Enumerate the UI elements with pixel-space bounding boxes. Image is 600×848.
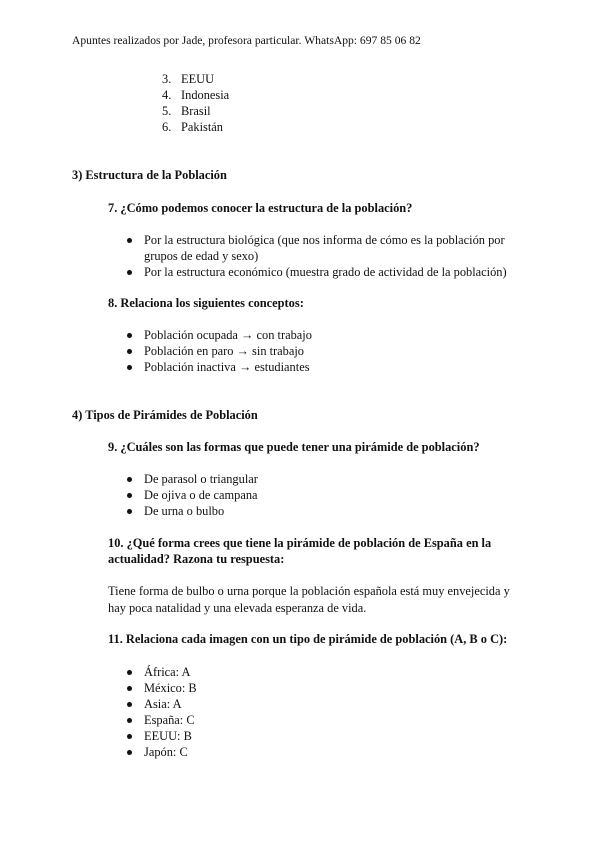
question-9-title: 9. ¿Cuáles son las formas que puede tener una pirámide de población? — [108, 440, 480, 454]
list-item: Asia: A — [126, 696, 197, 712]
question-10-answer: Tiene forma de bulbo o urna porque la población española está muy envejecida y hay poca natalidad y una elevada esperanza de vida. — [108, 584, 510, 615]
question-7-answers — [126, 232, 526, 280]
list-item — [162, 119, 229, 135]
list-item — [162, 71, 229, 87]
question-11-title: 11. Relaciona cada imagen con un tipo de pirámide de población (A, B o C): — [108, 632, 508, 646]
list-item: De ojiva o de campana — [126, 487, 258, 503]
list-item: EEUU: B — [126, 728, 197, 744]
list-item: Por la estructura biológica (que nos informa de cómo es la población por grupos de edad y sexo) — [126, 232, 526, 264]
list-text: EEUU — [181, 72, 215, 86]
list-item: De parasol o triangular — [126, 471, 258, 487]
list-item — [162, 103, 229, 119]
list-item — [162, 87, 229, 103]
list-number: 6. — [162, 120, 172, 134]
question-9-answers — [126, 471, 258, 519]
list-item: África: A — [126, 664, 197, 680]
country-ranking-list — [162, 71, 229, 135]
list-text: Indonesia — [181, 88, 230, 102]
list-number: 5. — [162, 104, 172, 118]
list-item: España: C — [126, 712, 197, 728]
list-item: Japón: C — [126, 744, 197, 760]
question-7-title: 7. ¿Cómo podemos conocer la estructura de la población? — [108, 201, 413, 215]
question-8-title: 8. Relaciona los siguientes conceptos: — [108, 296, 304, 310]
section-3-title: 3) Estructura de la Población — [72, 168, 227, 182]
list-number: 4. — [162, 88, 172, 102]
list-text: Brasil — [181, 104, 211, 118]
list-item: Por la estructura económico (muestra grado de actividad de la población) — [126, 264, 526, 280]
question-10-title: 10. ¿Qué forma crees que tiene la pirámide de población de España en la actualidad? Razona tu respuesta: — [108, 536, 492, 566]
question-8-answers — [126, 327, 312, 375]
section-4-title: 4) Tipos de Pirámides de Población — [72, 408, 258, 422]
page-header: Apuntes realizados por Jade, profesora particular. WhatsApp: 697 85 06 82 — [72, 34, 421, 47]
list-item: De urna o bulbo — [126, 503, 258, 519]
list-number: 3. — [162, 72, 172, 86]
list-item: México: B — [126, 680, 197, 696]
list-item: Población en paro → sin trabajo — [126, 343, 312, 359]
list-item: Población ocupada → con trabajo — [126, 327, 312, 343]
question-11-answers — [126, 664, 197, 760]
list-text: Pakistán — [181, 120, 223, 134]
list-item: Población inactiva → estudiantes — [126, 359, 312, 375]
